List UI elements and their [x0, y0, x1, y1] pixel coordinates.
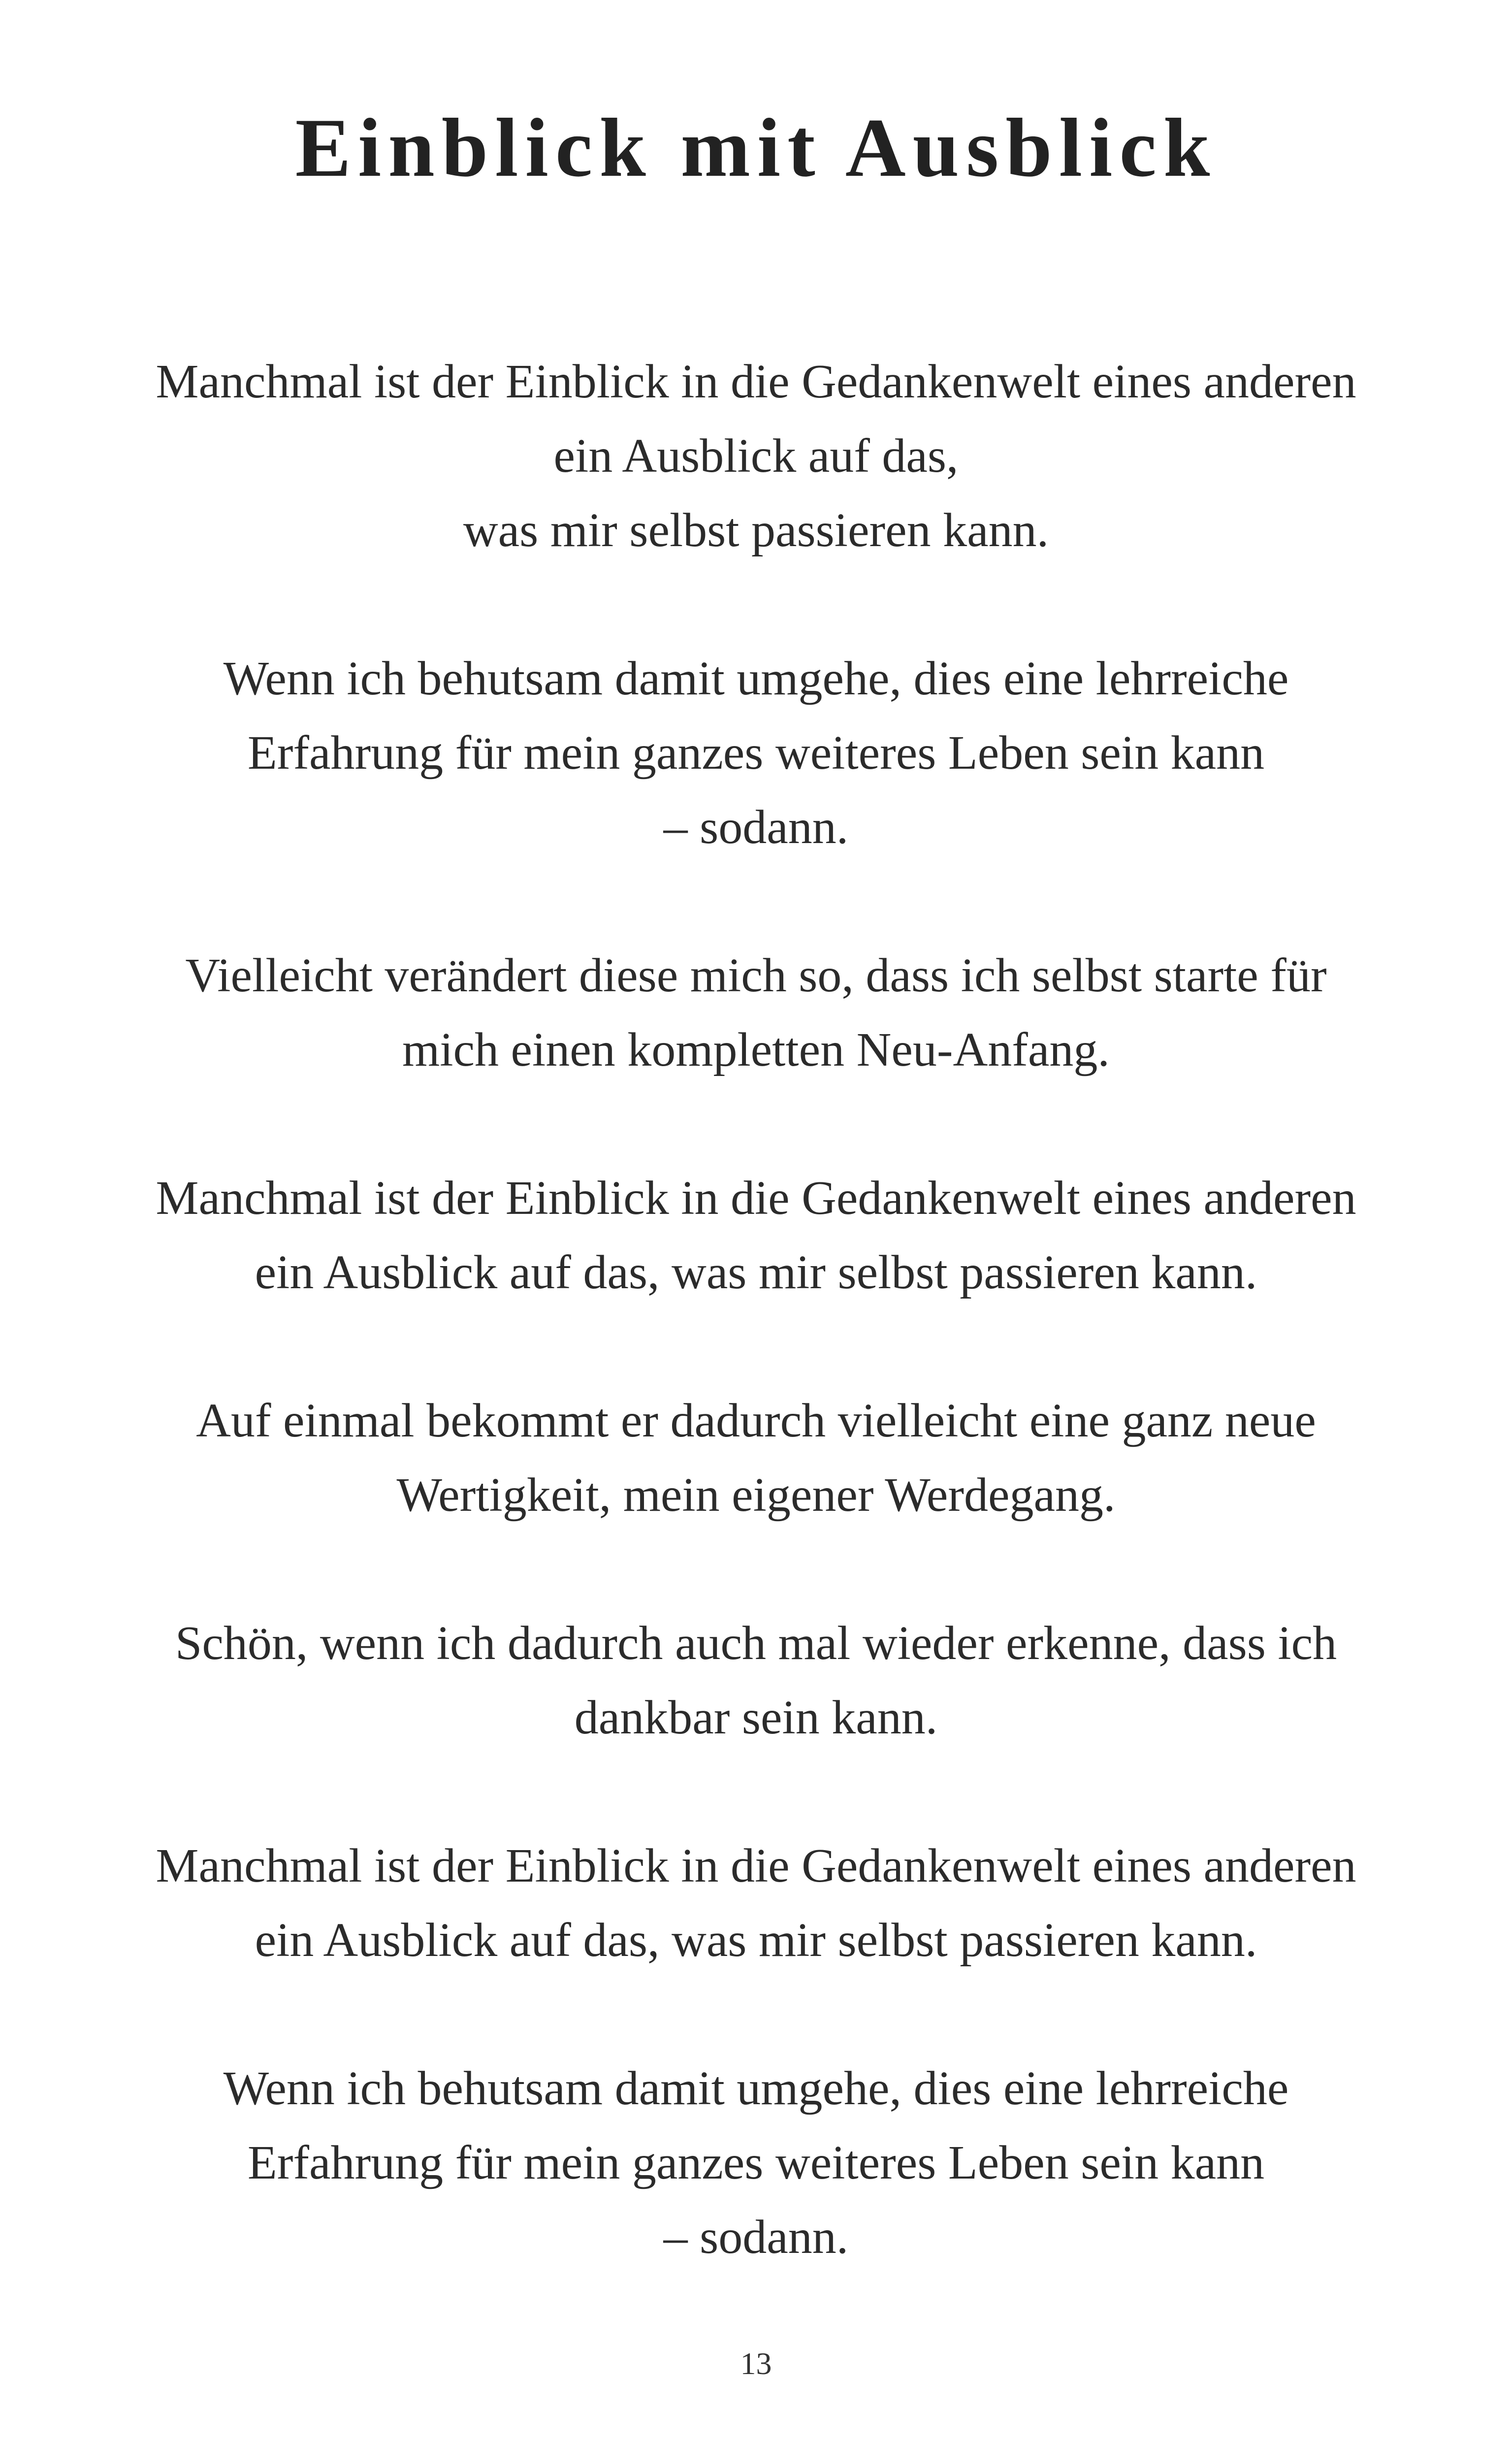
page-title: Einblick mit Ausblick	[295, 101, 1217, 194]
stanza	[74, 1606, 1438, 1755]
stanza	[74, 1384, 1438, 1532]
poem-line: ein Ausblick auf das, was mir selbst passieren kann.	[255, 1246, 1257, 1299]
poem-line: Wertigkeit, mein eigener Werdegang.	[396, 1468, 1116, 1522]
poem-line: Manchmal ist der Einblick in die Gedankenwelt eines anderen	[156, 1839, 1356, 1892]
stanza	[74, 1161, 1438, 1310]
stanza	[74, 1829, 1438, 1978]
poem-body	[74, 345, 1438, 2275]
poem-line: ein Ausblick auf das, was mir selbst passieren kann.	[255, 1914, 1257, 1967]
page-number: 13	[740, 2346, 772, 2381]
stanza	[74, 939, 1438, 1087]
poem-line: – sodann.	[663, 2211, 849, 2264]
poem-line: Wenn ich behutsam damit umgehe, dies eine lehrreiche	[223, 2062, 1289, 2115]
poem-line: was mir selbst passieren kann.	[463, 504, 1049, 557]
poem-line: Erfahrung für mein ganzes weiteres Leben sein kann	[247, 2136, 1265, 2189]
stanza	[74, 2052, 1438, 2275]
poem-line: ein Ausblick auf das,	[553, 429, 959, 483]
poem-line: Manchmal ist der Einblick in die Gedankenwelt eines anderen	[156, 1172, 1356, 1225]
poem-line: mich einen kompletten Neu-Anfang.	[402, 1023, 1110, 1076]
poem-line: Schön, wenn ich dadurch auch mal wieder erkenne, dass ich	[175, 1617, 1337, 1670]
stanza	[74, 642, 1438, 865]
poem-line: – sodann.	[663, 801, 849, 854]
poem-line: Manchmal ist der Einblick in die Gedankenwelt eines anderen	[156, 355, 1356, 408]
poem-line: Vielleicht verändert diese mich so, dass ich selbst starte für	[185, 949, 1327, 1002]
poem-line: Wenn ich behutsam damit umgehe, dies eine lehrreiche	[223, 652, 1289, 705]
poem-line: dankbar sein kann.	[574, 1691, 938, 1744]
poem-line: Auf einmal bekommt er dadurch vielleicht eine ganz neue	[196, 1394, 1316, 1447]
stanza	[74, 345, 1438, 568]
poem-line: Erfahrung für mein ganzes weiteres Leben sein kann	[247, 726, 1265, 780]
